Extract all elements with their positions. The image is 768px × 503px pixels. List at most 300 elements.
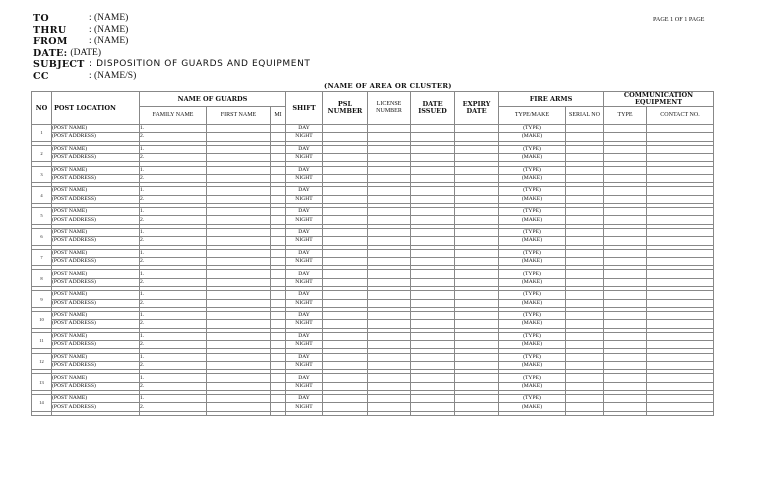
date-issued-cell[interactable]	[411, 125, 455, 133]
expiry-date-cell[interactable]	[455, 312, 499, 320]
guard-mi-cell[interactable]	[271, 270, 286, 278]
license-number-cell[interactable]	[368, 278, 411, 286]
guard-family-name-cell[interactable]: 1.	[140, 395, 207, 403]
psl-number-cell[interactable]	[323, 332, 368, 340]
license-number-cell[interactable]	[368, 125, 411, 133]
psl-number-cell[interactable]	[323, 341, 368, 349]
license-number-cell[interactable]	[368, 237, 411, 245]
guard-first-name-cell[interactable]	[207, 174, 271, 182]
guard-first-name-cell[interactable]	[207, 195, 271, 203]
comm-type-cell[interactable]	[604, 125, 647, 133]
guard-family-name-cell[interactable]: 2.	[140, 320, 207, 328]
guard-first-name-cell[interactable]	[207, 278, 271, 286]
date-issued-cell[interactable]	[411, 237, 455, 245]
guard-family-name-cell[interactable]: 1.	[140, 249, 207, 257]
post-address-cell[interactable]: (POST ADDRESS)	[52, 341, 140, 349]
contact-no-cell[interactable]	[647, 341, 714, 349]
guard-family-name-cell[interactable]: 1.	[140, 228, 207, 236]
date-issued-cell[interactable]	[411, 353, 455, 361]
psl-number-cell[interactable]	[323, 299, 368, 307]
contact-no-cell[interactable]	[647, 208, 714, 216]
guard-mi-cell[interactable]	[271, 216, 286, 224]
serial-no-cell[interactable]	[566, 249, 604, 257]
post-name-cell[interactable]: (POST NAME)	[52, 353, 140, 361]
comm-type-cell[interactable]	[604, 237, 647, 245]
firearm-make-cell[interactable]: (MAKE)	[499, 299, 566, 307]
firearm-make-cell[interactable]: (MAKE)	[499, 174, 566, 182]
serial-no-cell[interactable]	[566, 187, 604, 195]
guard-family-name-cell[interactable]: 2.	[140, 133, 207, 141]
firearm-type-cell[interactable]: (TYPE)	[499, 353, 566, 361]
date-issued-cell[interactable]	[411, 361, 455, 369]
guard-family-name-cell[interactable]: 1.	[140, 208, 207, 216]
psl-number-cell[interactable]	[323, 312, 368, 320]
contact-no-cell[interactable]	[647, 145, 714, 153]
post-name-cell[interactable]: (POST NAME)	[52, 291, 140, 299]
serial-no-cell[interactable]	[566, 257, 604, 265]
comm-type-cell[interactable]	[604, 341, 647, 349]
post-address-cell[interactable]: (POST ADDRESS)	[52, 403, 140, 411]
guard-family-name-cell[interactable]: 1.	[140, 312, 207, 320]
post-address-cell[interactable]: (POST ADDRESS)	[52, 320, 140, 328]
guard-family-name-cell[interactable]: 1.	[140, 145, 207, 153]
guard-mi-cell[interactable]	[271, 228, 286, 236]
shift-cell[interactable]: NIGHT	[286, 320, 323, 328]
firearm-type-cell[interactable]: (TYPE)	[499, 374, 566, 382]
post-name-cell[interactable]: (POST NAME)	[52, 166, 140, 174]
serial-no-cell[interactable]	[566, 237, 604, 245]
contact-no-cell[interactable]	[647, 278, 714, 286]
contact-no-cell[interactable]	[647, 395, 714, 403]
guard-first-name-cell[interactable]	[207, 332, 271, 340]
expiry-date-cell[interactable]	[455, 361, 499, 369]
date-issued-cell[interactable]	[411, 374, 455, 382]
psl-number-cell[interactable]	[323, 133, 368, 141]
guard-family-name-cell[interactable]: 1.	[140, 332, 207, 340]
firearm-type-cell[interactable]: (TYPE)	[499, 145, 566, 153]
date-issued-cell[interactable]	[411, 341, 455, 349]
expiry-date-cell[interactable]	[455, 332, 499, 340]
date-issued-cell[interactable]	[411, 320, 455, 328]
serial-no-cell[interactable]	[566, 291, 604, 299]
comm-type-cell[interactable]	[604, 187, 647, 195]
license-number-cell[interactable]	[368, 133, 411, 141]
serial-no-cell[interactable]	[566, 270, 604, 278]
expiry-date-cell[interactable]	[455, 195, 499, 203]
license-number-cell[interactable]	[368, 257, 411, 265]
post-address-cell[interactable]: (POST ADDRESS)	[52, 257, 140, 265]
guard-family-name-cell[interactable]: 1.	[140, 270, 207, 278]
psl-number-cell[interactable]	[323, 291, 368, 299]
contact-no-cell[interactable]	[647, 299, 714, 307]
date-issued-cell[interactable]	[411, 154, 455, 162]
contact-no-cell[interactable]	[647, 291, 714, 299]
license-number-cell[interactable]	[368, 174, 411, 182]
psl-number-cell[interactable]	[323, 353, 368, 361]
expiry-date-cell[interactable]	[455, 374, 499, 382]
shift-cell[interactable]: NIGHT	[286, 195, 323, 203]
shift-cell[interactable]: NIGHT	[286, 382, 323, 390]
guard-first-name-cell[interactable]	[207, 249, 271, 257]
guard-mi-cell[interactable]	[271, 187, 286, 195]
contact-no-cell[interactable]	[647, 353, 714, 361]
shift-cell[interactable]: NIGHT	[286, 299, 323, 307]
guard-mi-cell[interactable]	[271, 278, 286, 286]
contact-no-cell[interactable]	[647, 133, 714, 141]
expiry-date-cell[interactable]	[455, 278, 499, 286]
shift-cell[interactable]: NIGHT	[286, 237, 323, 245]
post-address-cell[interactable]: (POST ADDRESS)	[52, 278, 140, 286]
psl-number-cell[interactable]	[323, 195, 368, 203]
guard-first-name-cell[interactable]	[207, 382, 271, 390]
date-issued-cell[interactable]	[411, 257, 455, 265]
license-number-cell[interactable]	[368, 166, 411, 174]
guard-mi-cell[interactable]	[271, 382, 286, 390]
firearm-make-cell[interactable]: (MAKE)	[499, 341, 566, 349]
psl-number-cell[interactable]	[323, 174, 368, 182]
guard-family-name-cell[interactable]: 1.	[140, 291, 207, 299]
date-issued-cell[interactable]	[411, 395, 455, 403]
firearm-type-cell[interactable]: (TYPE)	[499, 228, 566, 236]
date-issued-cell[interactable]	[411, 312, 455, 320]
guard-mi-cell[interactable]	[271, 174, 286, 182]
guard-mi-cell[interactable]	[271, 353, 286, 361]
post-name-cell[interactable]: (POST NAME)	[52, 145, 140, 153]
psl-number-cell[interactable]	[323, 237, 368, 245]
guard-mi-cell[interactable]	[271, 195, 286, 203]
psl-number-cell[interactable]	[323, 125, 368, 133]
guard-family-name-cell[interactable]: 2.	[140, 361, 207, 369]
date-issued-cell[interactable]	[411, 291, 455, 299]
guard-mi-cell[interactable]	[271, 249, 286, 257]
guard-mi-cell[interactable]	[271, 341, 286, 349]
expiry-date-cell[interactable]	[455, 237, 499, 245]
guard-family-name-cell[interactable]: 2.	[140, 216, 207, 224]
serial-no-cell[interactable]	[566, 208, 604, 216]
contact-no-cell[interactable]	[647, 166, 714, 174]
date-issued-cell[interactable]	[411, 208, 455, 216]
psl-number-cell[interactable]	[323, 249, 368, 257]
post-address-cell[interactable]: (POST ADDRESS)	[52, 361, 140, 369]
shift-cell[interactable]: DAY	[286, 374, 323, 382]
license-number-cell[interactable]	[368, 228, 411, 236]
post-name-cell[interactable]: (POST NAME)	[52, 374, 140, 382]
date-issued-cell[interactable]	[411, 278, 455, 286]
comm-type-cell[interactable]	[604, 249, 647, 257]
firearm-type-cell[interactable]: (TYPE)	[499, 291, 566, 299]
shift-cell[interactable]: DAY	[286, 125, 323, 133]
psl-number-cell[interactable]	[323, 395, 368, 403]
expiry-date-cell[interactable]	[455, 270, 499, 278]
shift-cell[interactable]: DAY	[286, 187, 323, 195]
expiry-date-cell[interactable]	[455, 291, 499, 299]
serial-no-cell[interactable]	[566, 174, 604, 182]
expiry-date-cell[interactable]	[455, 341, 499, 349]
shift-cell[interactable]: DAY	[286, 166, 323, 174]
serial-no-cell[interactable]	[566, 166, 604, 174]
guard-mi-cell[interactable]	[271, 257, 286, 265]
comm-type-cell[interactable]	[604, 195, 647, 203]
post-address-cell[interactable]: (POST ADDRESS)	[52, 174, 140, 182]
post-address-cell[interactable]: (POST ADDRESS)	[52, 382, 140, 390]
shift-cell[interactable]: NIGHT	[286, 257, 323, 265]
guard-mi-cell[interactable]	[271, 291, 286, 299]
serial-no-cell[interactable]	[566, 216, 604, 224]
guard-first-name-cell[interactable]	[207, 374, 271, 382]
shift-cell[interactable]: NIGHT	[286, 216, 323, 224]
guard-mi-cell[interactable]	[271, 237, 286, 245]
comm-type-cell[interactable]	[604, 382, 647, 390]
contact-no-cell[interactable]	[647, 403, 714, 411]
post-name-cell[interactable]: (POST NAME)	[52, 332, 140, 340]
expiry-date-cell[interactable]	[455, 154, 499, 162]
comm-type-cell[interactable]	[604, 228, 647, 236]
guard-family-name-cell[interactable]: 2.	[140, 278, 207, 286]
firearm-make-cell[interactable]: (MAKE)	[499, 195, 566, 203]
post-name-cell[interactable]: (POST NAME)	[52, 395, 140, 403]
guard-mi-cell[interactable]	[271, 361, 286, 369]
guard-mi-cell[interactable]	[271, 374, 286, 382]
shift-cell[interactable]: DAY	[286, 353, 323, 361]
guard-mi-cell[interactable]	[271, 166, 286, 174]
post-address-cell[interactable]: (POST ADDRESS)	[52, 216, 140, 224]
guard-family-name-cell[interactable]: 1.	[140, 166, 207, 174]
date-issued-cell[interactable]	[411, 270, 455, 278]
serial-no-cell[interactable]	[566, 320, 604, 328]
guard-first-name-cell[interactable]	[207, 125, 271, 133]
license-number-cell[interactable]	[368, 374, 411, 382]
psl-number-cell[interactable]	[323, 270, 368, 278]
shift-cell[interactable]: NIGHT	[286, 361, 323, 369]
guard-mi-cell[interactable]	[271, 332, 286, 340]
guard-family-name-cell[interactable]: 2.	[140, 195, 207, 203]
expiry-date-cell[interactable]	[455, 125, 499, 133]
expiry-date-cell[interactable]	[455, 216, 499, 224]
guard-mi-cell[interactable]	[271, 395, 286, 403]
license-number-cell[interactable]	[368, 270, 411, 278]
guard-first-name-cell[interactable]	[207, 133, 271, 141]
license-number-cell[interactable]	[368, 341, 411, 349]
post-name-cell[interactable]: (POST NAME)	[52, 249, 140, 257]
firearm-type-cell[interactable]: (TYPE)	[499, 395, 566, 403]
psl-number-cell[interactable]	[323, 403, 368, 411]
shift-cell[interactable]: DAY	[286, 249, 323, 257]
guard-family-name-cell[interactable]: 1.	[140, 187, 207, 195]
firearm-make-cell[interactable]: (MAKE)	[499, 382, 566, 390]
serial-no-cell[interactable]	[566, 133, 604, 141]
comm-type-cell[interactable]	[604, 174, 647, 182]
comm-type-cell[interactable]	[604, 291, 647, 299]
shift-cell[interactable]: DAY	[286, 312, 323, 320]
post-name-cell[interactable]: (POST NAME)	[52, 208, 140, 216]
guard-first-name-cell[interactable]	[207, 291, 271, 299]
shift-cell[interactable]: NIGHT	[286, 154, 323, 162]
firearm-type-cell[interactable]: (TYPE)	[499, 312, 566, 320]
shift-cell[interactable]: NIGHT	[286, 341, 323, 349]
comm-type-cell[interactable]	[604, 320, 647, 328]
contact-no-cell[interactable]	[647, 374, 714, 382]
date-issued-cell[interactable]	[411, 249, 455, 257]
guard-family-name-cell[interactable]: 1.	[140, 374, 207, 382]
contact-no-cell[interactable]	[647, 187, 714, 195]
guard-mi-cell[interactable]	[271, 403, 286, 411]
guard-mi-cell[interactable]	[271, 208, 286, 216]
guard-first-name-cell[interactable]	[207, 353, 271, 361]
post-address-cell[interactable]: (POST ADDRESS)	[52, 299, 140, 307]
expiry-date-cell[interactable]	[455, 208, 499, 216]
expiry-date-cell[interactable]	[455, 403, 499, 411]
post-name-cell[interactable]: (POST NAME)	[52, 312, 140, 320]
guard-first-name-cell[interactable]	[207, 299, 271, 307]
guard-mi-cell[interactable]	[271, 133, 286, 141]
license-number-cell[interactable]	[368, 403, 411, 411]
psl-number-cell[interactable]	[323, 208, 368, 216]
psl-number-cell[interactable]	[323, 382, 368, 390]
firearm-make-cell[interactable]: (MAKE)	[499, 278, 566, 286]
firearm-type-cell[interactable]: (TYPE)	[499, 249, 566, 257]
shift-cell[interactable]: NIGHT	[286, 278, 323, 286]
date-issued-cell[interactable]	[411, 133, 455, 141]
post-name-cell[interactable]: (POST NAME)	[52, 228, 140, 236]
license-number-cell[interactable]	[368, 195, 411, 203]
guard-first-name-cell[interactable]	[207, 403, 271, 411]
contact-no-cell[interactable]	[647, 237, 714, 245]
comm-type-cell[interactable]	[604, 257, 647, 265]
serial-no-cell[interactable]	[566, 195, 604, 203]
psl-number-cell[interactable]	[323, 361, 368, 369]
contact-no-cell[interactable]	[647, 249, 714, 257]
comm-type-cell[interactable]	[604, 312, 647, 320]
license-number-cell[interactable]	[368, 291, 411, 299]
date-issued-cell[interactable]	[411, 382, 455, 390]
post-name-cell[interactable]: (POST NAME)	[52, 125, 140, 133]
date-issued-cell[interactable]	[411, 166, 455, 174]
contact-no-cell[interactable]	[647, 216, 714, 224]
expiry-date-cell[interactable]	[455, 174, 499, 182]
expiry-date-cell[interactable]	[455, 257, 499, 265]
comm-type-cell[interactable]	[604, 208, 647, 216]
guard-first-name-cell[interactable]	[207, 270, 271, 278]
date-issued-cell[interactable]	[411, 299, 455, 307]
comm-type-cell[interactable]	[604, 145, 647, 153]
firearm-type-cell[interactable]: (TYPE)	[499, 187, 566, 195]
date-issued-cell[interactable]	[411, 228, 455, 236]
license-number-cell[interactable]	[368, 249, 411, 257]
contact-no-cell[interactable]	[647, 270, 714, 278]
shift-cell[interactable]: NIGHT	[286, 133, 323, 141]
license-number-cell[interactable]	[368, 332, 411, 340]
guard-mi-cell[interactable]	[271, 125, 286, 133]
license-number-cell[interactable]	[368, 299, 411, 307]
guard-family-name-cell[interactable]: 2.	[140, 237, 207, 245]
date-issued-cell[interactable]	[411, 187, 455, 195]
serial-no-cell[interactable]	[566, 145, 604, 153]
expiry-date-cell[interactable]	[455, 382, 499, 390]
firearm-make-cell[interactable]: (MAKE)	[499, 237, 566, 245]
expiry-date-cell[interactable]	[455, 320, 499, 328]
expiry-date-cell[interactable]	[455, 395, 499, 403]
guard-family-name-cell[interactable]: 2.	[140, 382, 207, 390]
license-number-cell[interactable]	[368, 187, 411, 195]
serial-no-cell[interactable]	[566, 299, 604, 307]
guard-first-name-cell[interactable]	[207, 166, 271, 174]
guard-first-name-cell[interactable]	[207, 237, 271, 245]
firearm-make-cell[interactable]: (MAKE)	[499, 133, 566, 141]
shift-cell[interactable]: DAY	[286, 228, 323, 236]
license-number-cell[interactable]	[368, 382, 411, 390]
post-address-cell[interactable]: (POST ADDRESS)	[52, 133, 140, 141]
license-number-cell[interactable]	[368, 361, 411, 369]
post-name-cell[interactable]: (POST NAME)	[52, 270, 140, 278]
guard-first-name-cell[interactable]	[207, 341, 271, 349]
contact-no-cell[interactable]	[647, 228, 714, 236]
guard-family-name-cell[interactable]: 2.	[140, 154, 207, 162]
guard-first-name-cell[interactable]	[207, 145, 271, 153]
psl-number-cell[interactable]	[323, 320, 368, 328]
guard-first-name-cell[interactable]	[207, 216, 271, 224]
guard-first-name-cell[interactable]	[207, 312, 271, 320]
firearm-make-cell[interactable]: (MAKE)	[499, 257, 566, 265]
serial-no-cell[interactable]	[566, 332, 604, 340]
license-number-cell[interactable]	[368, 395, 411, 403]
guard-family-name-cell[interactable]: 2.	[140, 403, 207, 411]
firearm-type-cell[interactable]: (TYPE)	[499, 166, 566, 174]
guard-first-name-cell[interactable]	[207, 395, 271, 403]
shift-cell[interactable]: NIGHT	[286, 174, 323, 182]
expiry-date-cell[interactable]	[455, 228, 499, 236]
guard-mi-cell[interactable]	[271, 312, 286, 320]
contact-no-cell[interactable]	[647, 361, 714, 369]
serial-no-cell[interactable]	[566, 403, 604, 411]
date-issued-cell[interactable]	[411, 216, 455, 224]
guard-family-name-cell[interactable]: 2.	[140, 257, 207, 265]
contact-no-cell[interactable]	[647, 382, 714, 390]
guard-family-name-cell[interactable]: 2.	[140, 341, 207, 349]
guard-family-name-cell[interactable]: 1.	[140, 125, 207, 133]
firearm-make-cell[interactable]: (MAKE)	[499, 361, 566, 369]
firearm-make-cell[interactable]: (MAKE)	[499, 320, 566, 328]
shift-cell[interactable]: DAY	[286, 145, 323, 153]
firearm-make-cell[interactable]: (MAKE)	[499, 154, 566, 162]
license-number-cell[interactable]	[368, 145, 411, 153]
guard-mi-cell[interactable]	[271, 154, 286, 162]
contact-no-cell[interactable]	[647, 174, 714, 182]
serial-no-cell[interactable]	[566, 361, 604, 369]
comm-type-cell[interactable]	[604, 361, 647, 369]
license-number-cell[interactable]	[368, 353, 411, 361]
psl-number-cell[interactable]	[323, 257, 368, 265]
license-number-cell[interactable]	[368, 320, 411, 328]
guard-first-name-cell[interactable]	[207, 187, 271, 195]
firearm-type-cell[interactable]: (TYPE)	[499, 270, 566, 278]
license-number-cell[interactable]	[368, 154, 411, 162]
contact-no-cell[interactable]	[647, 312, 714, 320]
psl-number-cell[interactable]	[323, 145, 368, 153]
psl-number-cell[interactable]	[323, 187, 368, 195]
guard-family-name-cell[interactable]: 2.	[140, 299, 207, 307]
firearm-type-cell[interactable]: (TYPE)	[499, 125, 566, 133]
expiry-date-cell[interactable]	[455, 249, 499, 257]
serial-no-cell[interactable]	[566, 154, 604, 162]
firearm-type-cell[interactable]: (TYPE)	[499, 208, 566, 216]
expiry-date-cell[interactable]	[455, 299, 499, 307]
comm-type-cell[interactable]	[604, 133, 647, 141]
guard-mi-cell[interactable]	[271, 145, 286, 153]
serial-no-cell[interactable]	[566, 382, 604, 390]
shift-cell[interactable]: DAY	[286, 291, 323, 299]
guard-first-name-cell[interactable]	[207, 208, 271, 216]
comm-type-cell[interactable]	[604, 403, 647, 411]
